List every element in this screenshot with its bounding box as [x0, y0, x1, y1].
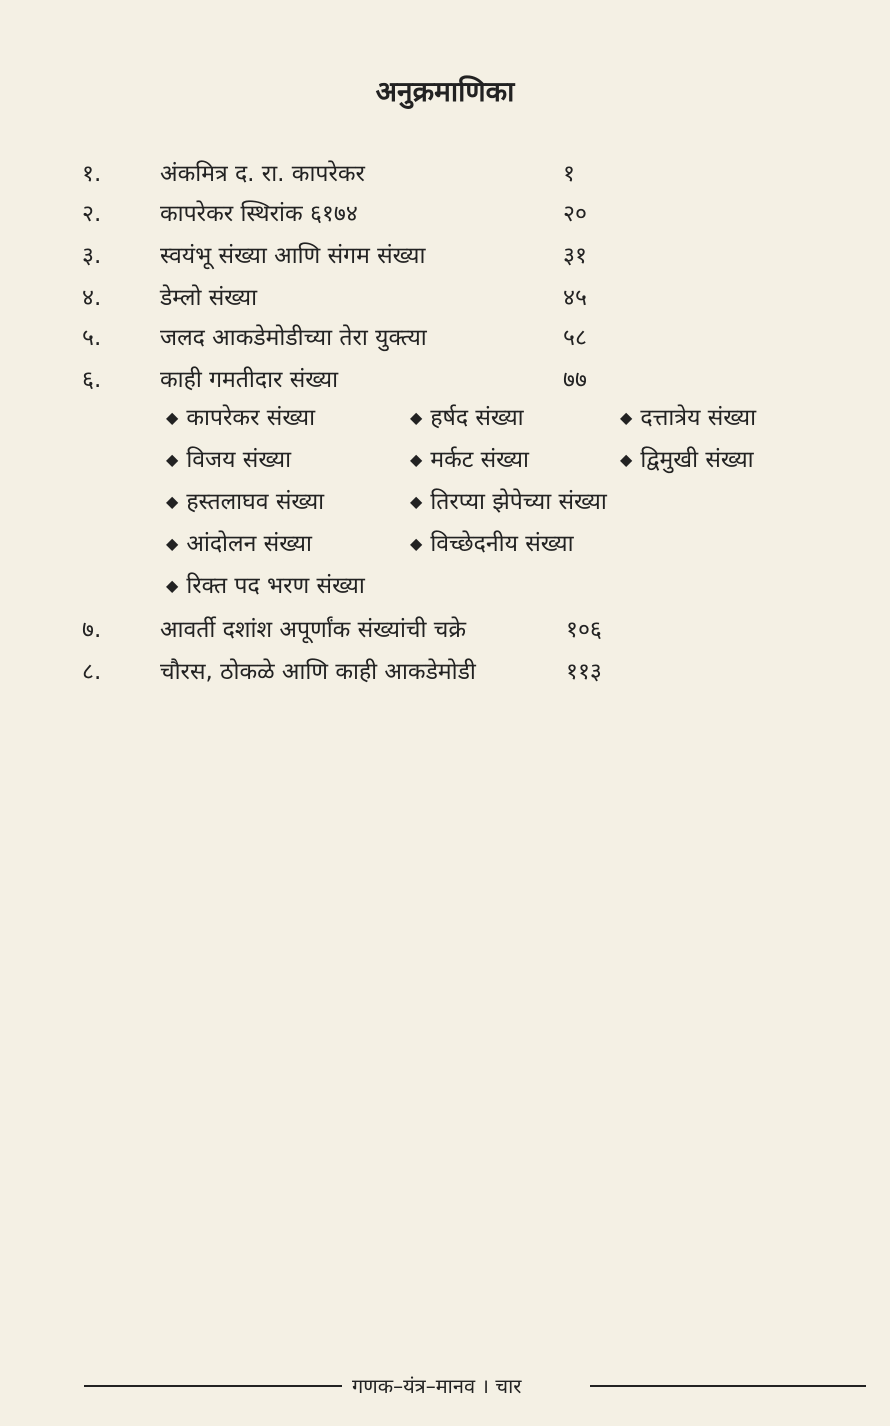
toc-entry	[0, 652, 890, 692]
entry-page: २०	[563, 201, 587, 227]
entry-number: ५.	[82, 325, 102, 351]
sub-item	[166, 524, 312, 564]
entry-title: अंकमित्र द. रा. कापरेकर	[160, 161, 365, 187]
toc-entry	[0, 610, 890, 650]
entry-number: २.	[82, 201, 102, 227]
entry-number: १.	[82, 161, 102, 187]
sub-item-label: आंदोलन संख्या	[186, 531, 312, 557]
entry-page: ७७	[563, 367, 587, 393]
entry-number: ६.	[82, 367, 102, 393]
sub-item	[166, 398, 315, 438]
diamond-bullet-icon: ◆	[410, 450, 423, 469]
sub-item-label: दत्तात्रेय संख्या	[640, 405, 757, 431]
sub-item-label: मर्कट संख्या	[430, 447, 529, 473]
entry-page: ३१	[563, 243, 587, 269]
toc-entry	[0, 318, 890, 358]
entry-page: ११३	[566, 659, 602, 685]
sub-item-label: कापरेकर संख्या	[186, 405, 316, 431]
sub-item	[620, 440, 754, 480]
diamond-bullet-icon: ◆	[410, 534, 423, 553]
entry-number: ७.	[82, 617, 102, 643]
sub-item-label: विजय संख्या	[186, 447, 292, 473]
entry-page: ५८	[563, 325, 587, 351]
entry-number: ८.	[82, 659, 102, 685]
entry-title: काही गमतीदार संख्या	[160, 367, 339, 393]
entry-page: १०६	[566, 617, 602, 643]
sub-item	[410, 482, 607, 522]
diamond-bullet-icon: ◆	[410, 492, 423, 511]
entry-title: चौरस, ठोकळे आणि काही आकडेमोडी	[160, 659, 476, 685]
toc-entry	[0, 278, 890, 318]
diamond-bullet-icon: ◆	[410, 408, 423, 427]
sub-item	[166, 482, 324, 522]
sub-item-label: द्विमुखी संख्या	[640, 447, 754, 473]
sub-item-label: विच्छेदनीय संख्या	[430, 531, 574, 557]
entry-title: डेम्लो संख्या	[160, 285, 258, 311]
toc-entry	[0, 236, 890, 276]
entry-title: कापरेकर स्थिरांक ६१७४	[160, 201, 358, 227]
diamond-bullet-icon: ◆	[166, 408, 179, 427]
entry-page: १	[563, 161, 575, 187]
diamond-bullet-icon: ◆	[166, 450, 179, 469]
toc-entry	[0, 154, 890, 194]
diamond-bullet-icon: ◆	[166, 492, 179, 511]
entry-number: ३.	[82, 243, 102, 269]
entry-page: ४५	[563, 285, 587, 311]
toc-entry	[0, 360, 890, 400]
footer-rule-right	[590, 1385, 866, 1387]
sub-item-label: तिरप्या झेपेच्या संख्या	[430, 489, 607, 515]
toc-entry	[0, 194, 890, 234]
page-title: अनुक्रमाणिका	[375, 75, 515, 108]
diamond-bullet-icon: ◆	[166, 576, 179, 595]
diamond-bullet-icon: ◆	[166, 534, 179, 553]
footer-rule-left	[84, 1385, 342, 1387]
sub-item	[620, 398, 756, 438]
entry-title: आवर्ती दशांश अपूर्णांक संख्यांची चक्रे	[160, 617, 467, 643]
entry-number: ४.	[82, 285, 102, 311]
sub-item	[410, 524, 574, 564]
sub-item	[410, 440, 529, 480]
sub-item	[166, 566, 365, 606]
sub-item	[410, 398, 524, 438]
sub-item-label: हस्तलाघव संख्या	[186, 489, 325, 515]
page-footer	[0, 1368, 890, 1404]
entry-title: स्वयंभू संख्या आणि संगम संख्या	[160, 243, 426, 269]
diamond-bullet-icon: ◆	[620, 450, 633, 469]
entry-title: जलद आकडेमोडीच्या तेरा युक्त्या	[160, 325, 427, 351]
sub-item-label: हर्षद संख्या	[430, 405, 524, 431]
sub-item	[166, 440, 291, 480]
sub-item-label: रिक्त पद भरण संख्या	[186, 573, 365, 599]
diamond-bullet-icon: ◆	[620, 408, 633, 427]
footer-text: गणक–यंत्र–मानव । चार	[352, 1374, 522, 1398]
